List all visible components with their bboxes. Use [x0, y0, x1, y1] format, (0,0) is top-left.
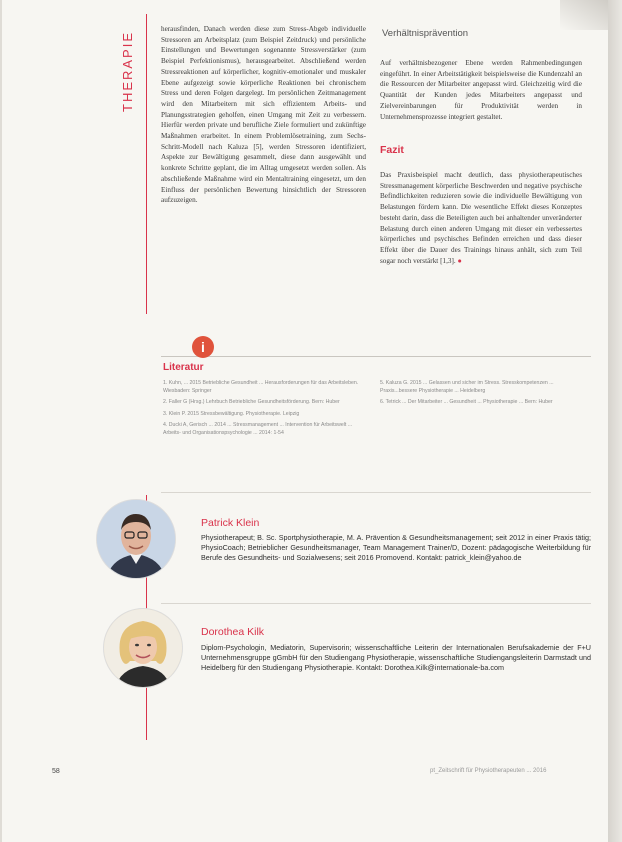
literature-title: Literatur [163, 362, 204, 373]
author-bio: Physiotherapeut; B. Sc. Sportphysiotherapie, M. A. Prävention & Gesundheitsmanagement; seit 2012 in einer Praxis tätig; PhysioCoach; Betrieblicher Gesundheitsmanager, Team Management Trainer/D, Dozent: pädagogische Weiterbildung für Berufe des Gesundheits- und Sozialwesens; seit 2016 Promovend. Kontakt: patrick_klein@yahoo.de [201, 533, 591, 563]
literature-divider [161, 356, 591, 357]
author-divider [161, 492, 591, 493]
author-name: Patrick Klein [201, 517, 260, 529]
running-footer: pt_Zeitschrift für Physiotherapeuten ... 2016 [430, 768, 547, 774]
literature-item: 3. Klein P. 2015 Stressbewältigung. Physiotherapie. Leipzig [163, 410, 300, 417]
author-photo-dorothea-kilk [103, 608, 183, 688]
heading-verhaeltnispraevention: Verhältnisprävention [382, 28, 469, 39]
author-photo-patrick-klein [96, 499, 176, 579]
author-name: Dorothea Kilk [201, 626, 265, 638]
section-label: THERAPIE [120, 30, 135, 112]
literature-item: 4. Ducki A, Gerisch ... 2014 ... Stressmanagement ... Intervention für Arbeitswelt ... Arbeits- und Organisationspsychologie ... 2014: 1-54 [163, 422, 353, 436]
literature-item: 1. Kuhn, ... 2015 Betriebliche Gesundheit ... Herausforderungen für das Arbeitsleben. Wiesbaden: Springer [163, 380, 359, 394]
literature-item: 5. Kaluza G. 2015 ... Gelassen und sicher im Stress. Stresskompetenzen ... Praxis...bessere Physiotherapie ... Heidelberg [380, 380, 554, 394]
end-mark: ● [457, 256, 462, 265]
page-edge [608, 0, 622, 842]
page-number: 58 [52, 768, 60, 775]
literature-item: 6. Tetrick ... Der Mitarbeiter ... Gesundheit ... Physiotherapie ... Bern: Huber [380, 399, 553, 405]
fazit-text: Das Praxisbeispiel macht deutlich, dass physiotherapeutisches Stressmanagement körperliche Beschwerden und negative psychische Befindlichkeiten reduzieren sowie die individuelle Bewältigung von Belastungen fördern kann. Die wesentliche Effekt dieses Konzeptes besteht darin, dass die Beteiligten auch bei anhaltender unveränderter Belastung durch einen anderen Umgang mit dieser ein verbessertes körperliches und psychisches Befinden erreichen und dass dieser Effekt über die Dauer des Trainings hinaus anhält, sich zum Teil sogar noch verstärkt [1,3]. [380, 171, 582, 265]
body-text-right: Auf verhältnisbezogener Ebene werden Rahmenbedingungen eingeführt. In einer Arbeitstätigkeit beispielsweise die Kundenzahl an die Ressourcen der Mitarbeiter angepasst wird. Gleichzeitig wird die Quantität der Kunden jedes Mitarbeiters angepasst und Zielvereinbarungen für Produktivität werden in Unternehmensprozesse integriert gestaltet. [380, 59, 582, 121]
author-bio: Diplom-Psychologin, Mediatorin, Supervisorin; wissenschaftliche Leiterin der Internationalen Berufsakademie der F+U Unternehmensgruppe gGmbH für den Studiengang Physiotherapie, wissenschaftliche Studiengangsleiterin Darmstadt und Heidelberg für den Studiengang Physiotherapie. Kontakt: Dorothea.Kilk@internationale-ba.com [201, 643, 591, 673]
scan-shadow [560, 0, 608, 30]
literature-list-left [163, 380, 363, 441]
info-icon: i [192, 336, 214, 358]
body-text-left: herausfinden, Danach werden diese zum Stress-Abgeb individuelle Stressoren am Arbeitsplatz (zum Beispiel Zeitdruck) und persönliche Einstellungen und Bewertungen sogenannte Stressverstärker (zum Beispiel Perfektionismus), herausgearbeitet. Abschließend werden Stressreaktionen auf körperlicher, kognitiv-emotionaler und muskaler Ebene aufgezeigt sowie körperliche Reaktionen bei chronischem Stress und deren Folgen dargelegt. Im persönlichen Zeitmanagement wird den Mitarbeitern mit sich effizientem Arbeits- und Planungsstrategien geholfen, einen Umgang mit Zeit zu verbessern. Hierfür werden private und berufliche Ziele formuliert und zukünftige Maßnahmen erarbeitet. In einem Problemlösetraining, zum Sechs-Schritt-Modell nach Kaluza [5], werden Stressoren identifiziert, Aspekte zur Bewältigung gesammelt, diese dann ausgewählt und konkrete Schritte geplant, die im Alltag umgesetzt werden sollen. Als abschließende Maßnahme wird ein Mentaltraining eingesetzt, um den Einfluss der persönlichen Bewertung hinsichtlich der Stressoren aufzuzeigen. [161, 25, 366, 205]
accent-rule [146, 14, 147, 314]
literature-list-right [380, 380, 580, 411]
literature-item: 2. Faller G (Hrsg.) Lehrbuch Betriebliche Gesundheitsförderung. Bern: Huber [163, 399, 340, 405]
heading-fazit: Fazit [380, 144, 404, 156]
body-text-fazit [380, 170, 582, 266]
author-divider [161, 603, 591, 604]
